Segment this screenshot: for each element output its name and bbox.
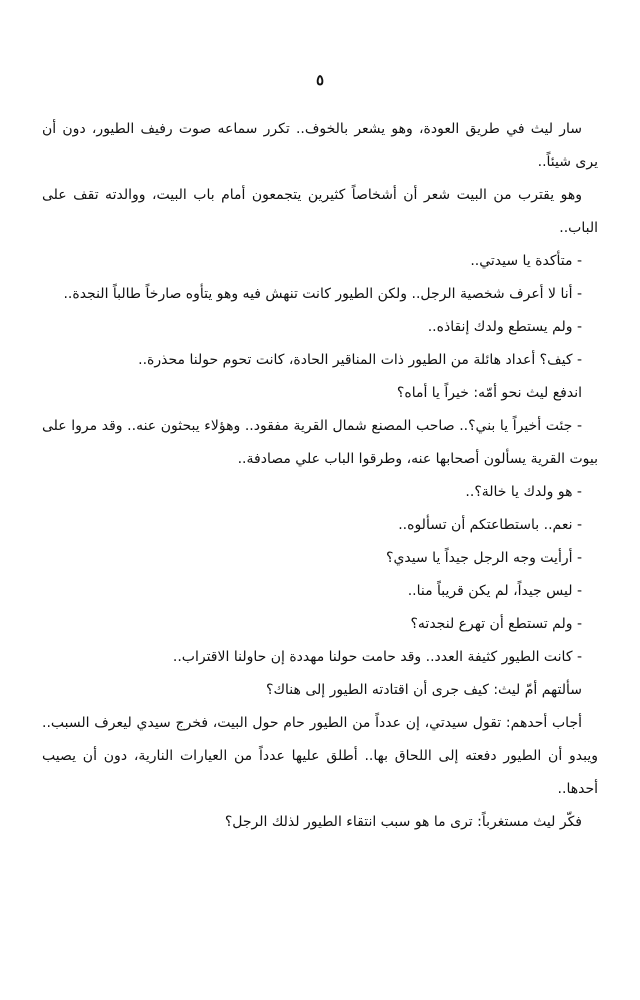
dialogue-line: - جئت أخيراً يا بني؟.. صاحب المصنع شمال القرية مفقود.. وهؤلاء يبحثون عنه.. وقد مروا على بيوت القرية يسألون أصحابها عنه، وطرقوا الباب علي مصادفة..: [42, 418, 598, 467]
paragraph: فكّر ليث مستغرباً: ترى ما هو سبب انتقاء الطيور لذلك الرجل؟: [224, 814, 582, 830]
dialogue-line: - ولم يستطع ولدك إنقاذه..: [427, 319, 582, 335]
dialogue-line: - كانت الطيور كثيفة العدد.. وقد حامت حولنا مهددة إن حاولنا الاقتراب..: [172, 649, 582, 665]
page-number: ٥: [315, 71, 325, 89]
story-text: [42, 113, 598, 839]
dialogue-line: - ولم تستطع أن تهرع لنجدته؟: [410, 616, 582, 632]
paragraph: سألتهم أمّ ليث: كيف جرى أن اقتادته الطيور إلى هناك؟: [266, 682, 582, 698]
dialogue-line: - أنا لا أعرف شخصية الرجل.. ولكن الطيور كانت تنهش فيه وهو يتأوه صارخاً طالباً النجدة..: [63, 286, 582, 302]
dialogue-line: - أرأيت وجه الرجل جيداً يا سيدي؟: [386, 550, 582, 566]
paragraph: اندفع ليث نحو أمّه: خيراً يا أماه؟: [396, 385, 582, 401]
paragraph: أجاب أحدهم: تقول سيدتي، إن عدداً من الطيور حام حول البيت، فخرج سيدي ليعرف السبب.. ويبدو أن الطيور دفعته إلى اللحاق بها.. أطلق عليها عدداً من العيارات النارية، دون أن يصيب أحدها..: [42, 715, 598, 797]
dialogue-line: - ليس جيداً، لم يكن قريباً منا..: [407, 583, 582, 599]
paragraph: وهو يقترب من البيت شعر أن أشخاصاً كثيرين يتجمعون أمام باب البيت، ووالدته تقف على الباب..: [42, 187, 598, 236]
dialogue-line: - متأكدة يا سيدتي..: [470, 253, 582, 269]
dialogue-line: - نعم.. باستطاعتكم أن تسألوه..: [398, 517, 582, 533]
dialogue-line: - هو ولدك يا خالة؟..: [465, 484, 582, 500]
dialogue-line: - كيف؟ أعداد هائلة من الطيور ذات المناقير الحادة، كانت تحوم حولنا محذرة..: [138, 352, 582, 368]
paragraph: سار ليث في طريق العودة، وهو يشعر بالخوف.. تكرر سماعه صوت رفيف الطيور، دون أن يرى شيئاً..: [42, 121, 598, 170]
